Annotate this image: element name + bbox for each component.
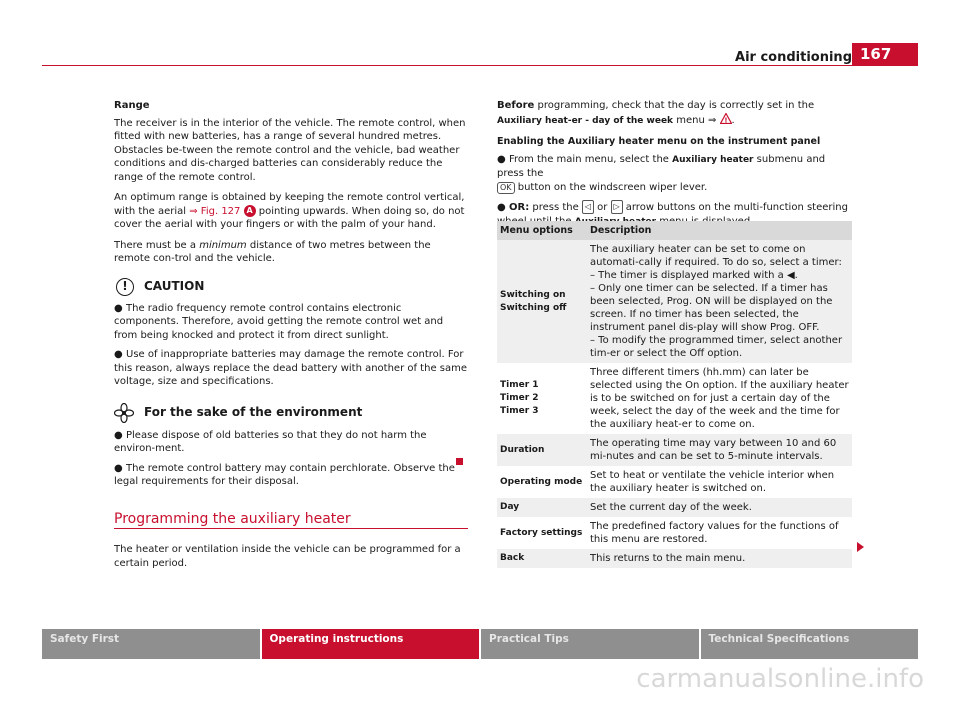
table-row	[497, 240, 852, 363]
enable-heading-keyword: Auxiliary heater	[567, 136, 654, 147]
option-name-line: Duration	[500, 444, 545, 455]
step2-bold: OR:	[509, 202, 530, 213]
option-description	[587, 466, 852, 498]
environment-heading-row	[114, 403, 469, 423]
ok-key-icon: OK	[497, 182, 515, 194]
option-description	[587, 363, 852, 434]
step1-text-b: submenu and press the	[497, 153, 826, 179]
option-name	[497, 466, 587, 498]
description-line: Three different timers (hh.mm) can later be selected using the On option. If the auxiliary heater is to be switched on for just a certain day of the week, select the day of the week and the time for the auxiliary heat-er to come on.	[590, 367, 849, 430]
section-body: The heater or ventilation inside the vehicle can be programmed for a certain period.	[114, 544, 461, 569]
description-line: – To modify the programmed timer, select another tim-er or select the Off option.	[590, 335, 843, 359]
caution-item-text: The radio frequency remote control contains electronic components. Therefore, avoid getting the remote control wet and from being knocked and protect it from direct sunlight.	[114, 302, 444, 341]
option-name-line: Timer 2	[500, 393, 539, 403]
p3-emphasis: minimum	[199, 239, 247, 251]
caution-heading: CAUTION	[144, 278, 205, 293]
section-rule	[114, 528, 468, 529]
enable-step-1: ● From the main menu, select the Auxiliary heater submenu and press the OK button on the windscreen wiper lever.	[497, 153, 826, 193]
caution-exclamation-icon: !	[116, 278, 134, 296]
intro-paragraph: Before programming, check that the day is correctly set in the Auxiliary heat-er - day of the week menu ⇒ ! .	[497, 100, 815, 126]
environment-heading: For the sake of the environment	[144, 404, 363, 419]
warning-triangle-icon[interactable]	[720, 113, 732, 124]
step1-text-c: button on the windscreen wiper lever.	[514, 181, 708, 193]
intro-bold: Before	[497, 100, 535, 111]
option-name	[497, 240, 587, 363]
continue-arrow-icon	[857, 542, 864, 552]
description-line: – The timer is displayed marked with a ◀.	[590, 270, 798, 281]
description-line: The auxiliary heater can be set to come on automati-cally if required. To do so, select a timer:	[590, 244, 842, 268]
arrow-left-key-icon: ◁	[582, 200, 594, 214]
header-rule	[42, 65, 918, 66]
p2-text-a: An optimum range is obtained by keeping the remote control vertical, with the aerial	[114, 192, 465, 217]
environment-item-text: Please dispose of old batteries so that they do not harm the environ-ment.	[114, 429, 427, 454]
caution-item: ● The radio frequency remote control contains electronic components. Therefore, avoid getting the remote control wet and from being knocked and protect it from direct sunlight.	[114, 302, 444, 341]
menu-options-table	[497, 221, 852, 568]
environment-item: ● The remote control battery may contain perchlorate. Observe the legal requirements for their disposal.	[114, 462, 455, 487]
footer-tab-practical-tips[interactable]: Practical Tips	[481, 629, 699, 659]
table-header-options: Menu options	[497, 221, 587, 240]
option-name-line: Factory settings	[500, 527, 583, 538]
step2-text-b: arrow buttons on the multi-function steering	[625, 202, 848, 213]
option-name-line: Timer 3	[500, 406, 539, 416]
enable-heading-b: menu on the instrument panel	[653, 136, 821, 147]
arrow-right-key-icon: ▷	[611, 200, 623, 214]
description-line: The operating time may vary between 10 and 60 mi-nutes and can be set to 5-minute intervals.	[590, 438, 837, 462]
option-description	[587, 498, 852, 517]
intro-text-a: programming, check that the day is correctly set in the	[534, 100, 815, 111]
range-paragraph-3	[114, 239, 469, 266]
description-line: – Only one timer can be selected. If a timer has been selected, Prog. ON will be displayed on the screen. If no timer has been selected, the instrument panel dis-play will show Prog. OFF.	[590, 283, 833, 333]
enable-step-2: ● OR: press the ◁ or ▷ arrow buttons on the multi-function steering	[497, 200, 853, 229]
environment-flower-icon	[114, 403, 134, 423]
footer-tab-safety-first[interactable]: Safety First	[42, 629, 260, 659]
option-name	[497, 549, 587, 568]
intro-keyword: Auxiliary heat-er - day of the week	[497, 115, 674, 126]
section-end-marker	[456, 458, 463, 465]
page-number: 167	[852, 43, 918, 66]
option-name	[497, 517, 587, 549]
footer-nav	[42, 629, 918, 659]
enable-heading-a: Enabling the	[497, 136, 568, 147]
step2-text-a: press the	[529, 202, 582, 213]
marker-a-icon: A	[244, 205, 256, 217]
option-name-line: Switching on	[500, 289, 566, 300]
caution-item-text: Use of inappropriate batteries may damage the remote control. For this reason, always replace the dead battery with another of the same voltage, size and specifications.	[114, 349, 468, 387]
watermark: carmanualsonline.info	[636, 664, 924, 694]
table-row	[497, 549, 852, 568]
step1-keyword: Auxiliary heater	[672, 154, 754, 165]
table-header-description: Description	[587, 221, 852, 240]
intro-text-b: menu ⇒	[673, 114, 720, 126]
option-description	[587, 517, 852, 549]
range-paragraph-1: The receiver is in the interior of the vehicle. The remote control, when fitted with new batteries, has a range of several hundred metres. Obstacles be-tween the remote control and the vehicle, bad weather conditions and dis-charged batteries can considerably reduce the range of the remote control.	[114, 117, 466, 183]
table-row	[497, 466, 852, 498]
description-line: Set to heat or ventilate the vehicle interior when the auxiliary heater is switched on.	[590, 470, 835, 494]
section-heading: Programming the auxiliary heater	[114, 511, 351, 527]
p3-text-b: distance of two metres between the remote con-trol and the vehicle.	[114, 239, 431, 264]
description-line: Set the current day of the week.	[590, 502, 752, 513]
option-description	[587, 240, 852, 363]
option-name-line: Back	[500, 553, 525, 563]
option-name-line: Timer 1	[500, 380, 539, 390]
step1-text-a: From the main menu, select the	[509, 153, 673, 165]
table-row	[497, 517, 852, 549]
option-name-line: Day	[500, 502, 520, 512]
step2-or: or	[593, 202, 611, 213]
table-row	[497, 434, 852, 466]
description-line: The predefined factory values for the functions of this menu are restored.	[590, 521, 839, 545]
option-description	[587, 434, 852, 466]
caution-item: ● Use of inappropriate batteries may damage the remote control. For this reason, always replace the dead battery with another of the same voltage, size and specifications.	[114, 349, 468, 387]
p3-text-a: There must be a	[114, 239, 200, 251]
option-name	[497, 498, 587, 517]
header-title: Air conditioning	[735, 50, 852, 65]
table-row	[497, 363, 852, 434]
caution-heading-row	[114, 278, 469, 296]
range-paragraph-2	[114, 191, 469, 232]
option-name	[497, 434, 587, 466]
option-name-line: Operating mode	[500, 476, 583, 487]
footer-tab-technical-specifications[interactable]: Technical Specifications	[701, 629, 919, 659]
option-name-line: Switching off	[500, 302, 567, 313]
environment-item: ● Please dispose of old batteries so that they do not harm the environ-ment.	[114, 429, 427, 454]
table-row	[497, 498, 852, 517]
figure-link[interactable]: ⇒ Fig. 127	[189, 205, 241, 217]
option-description	[587, 549, 852, 568]
range-heading: Range	[114, 100, 150, 111]
p2-text-b: pointing upwards. When doing so, do not cover the aerial with your fingers or with the palm of your hand.	[114, 205, 465, 230]
left-column	[114, 99, 469, 495]
environment-item-text: The remote control battery may contain perchlorate. Observe the legal requirements for their disposal.	[114, 462, 455, 487]
footer-tab-operating-instructions[interactable]: Operating instructions	[262, 629, 480, 659]
description-line: This returns to the main menu.	[590, 553, 746, 564]
enable-heading	[497, 135, 853, 149]
svg-text:!: !	[723, 116, 728, 124]
option-name	[497, 363, 587, 434]
right-column	[497, 99, 853, 235]
table-header-row	[497, 221, 852, 240]
